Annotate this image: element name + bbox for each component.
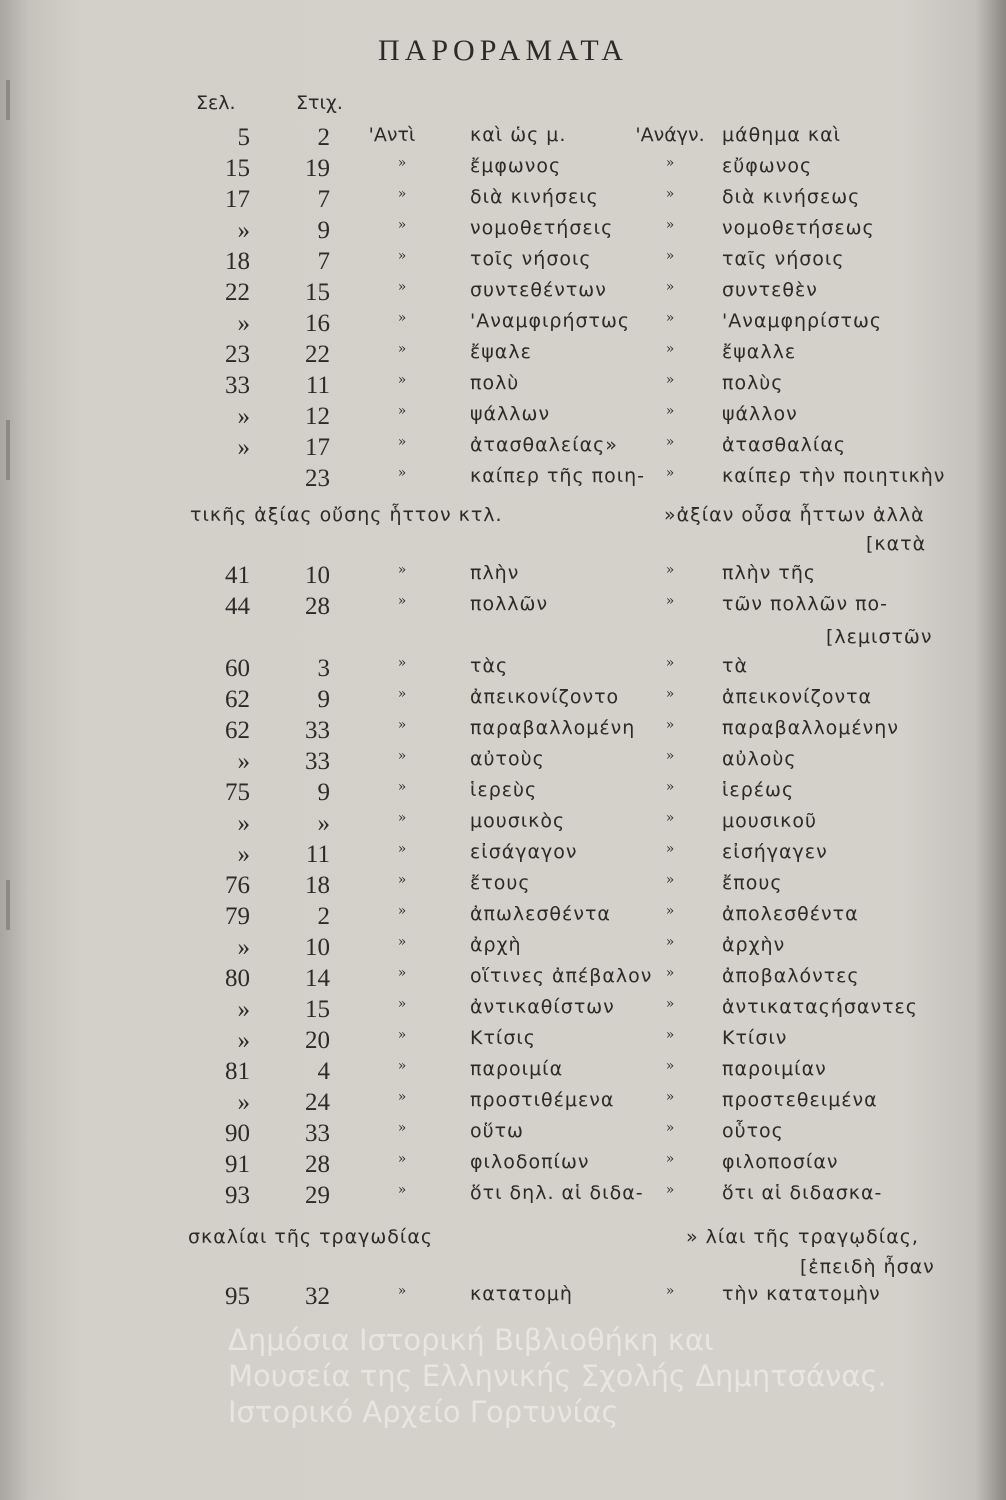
line-number: 28 xyxy=(305,593,330,620)
page-edge-mark xyxy=(6,80,10,120)
correct-reading: παροιμίαν xyxy=(722,1058,827,1080)
instead-marker: » xyxy=(397,872,407,888)
line-number: 20 xyxy=(305,1027,330,1054)
erratum-row xyxy=(0,1058,1006,1090)
erratum-row xyxy=(0,686,1006,718)
line-number: 11 xyxy=(305,372,330,399)
wrong-reading: παραβαλλομένη xyxy=(470,717,636,739)
read-marker: » xyxy=(665,465,675,481)
instead-marker: » xyxy=(397,1120,407,1136)
page-number: 15 xyxy=(225,155,250,182)
continuation-text: τικῆς ἀξίας οὔσης ἧττον κτλ. xyxy=(190,504,503,526)
page-number: » xyxy=(237,403,250,430)
read-marker: » xyxy=(665,186,675,202)
page-number: » xyxy=(237,934,250,961)
read-marker: » xyxy=(665,403,675,419)
correct-reading: τῶν πολλῶν πο- xyxy=(722,593,889,615)
correct-reading: ἀποβαλόντες xyxy=(722,965,860,987)
erratum-row xyxy=(0,1151,1006,1183)
line-number: 4 xyxy=(317,1058,330,1085)
instead-marker: » xyxy=(397,686,407,702)
wrong-reading: καίπερ τῆς ποιη- xyxy=(470,465,646,487)
erratum-row xyxy=(0,903,1006,935)
page-number: 93 xyxy=(225,1182,250,1209)
correct-reading: ἔψαλλε xyxy=(722,341,797,363)
erratum-row xyxy=(0,1182,1006,1214)
erratum-row xyxy=(0,310,1006,342)
erratum-row xyxy=(0,655,1006,687)
page-number: 5 xyxy=(237,124,250,151)
page-number: 17 xyxy=(225,186,250,213)
read-marker: » xyxy=(665,779,675,795)
instead-marker: » xyxy=(397,779,407,795)
page-number: 95 xyxy=(225,1283,250,1310)
wrong-reading: ἔψαλε xyxy=(470,341,532,363)
page-number: » xyxy=(237,1089,250,1116)
instead-marker: » xyxy=(397,748,407,764)
correct-reading: προστεθειμένα xyxy=(722,1089,878,1111)
read-marker: » xyxy=(665,655,675,671)
read-marker: » xyxy=(665,1182,675,1198)
page-number: » xyxy=(237,810,250,837)
instead-marker: » xyxy=(397,903,407,919)
wrong-reading: ἀπεικονίζοντο xyxy=(470,686,620,708)
page-number: 41 xyxy=(225,562,250,589)
read-marker: » xyxy=(665,248,675,264)
erratum-row xyxy=(0,155,1006,187)
continuation-text: [ἐπειδὴ ἦσαν xyxy=(800,1256,935,1278)
instead-marker: » xyxy=(397,841,407,857)
wrong-reading: 'Αναμφιρήστως xyxy=(470,310,631,332)
instead-marker: » xyxy=(397,310,407,326)
read-marker: » xyxy=(665,748,675,764)
wrong-reading: πλὴν xyxy=(470,562,520,584)
line-number: 19 xyxy=(305,155,330,182)
instead-marker: » xyxy=(397,403,407,419)
instead-marker: » xyxy=(397,372,407,388)
erratum-row xyxy=(0,217,1006,249)
header-page: Σελ. xyxy=(196,92,236,114)
instead-marker: » xyxy=(397,341,407,357)
correct-reading: τὴν κατατομὴν xyxy=(722,1283,881,1305)
line-number: 33 xyxy=(305,717,330,744)
page-number: 62 xyxy=(225,717,250,744)
erratum-row xyxy=(0,1089,1006,1121)
wrong-reading: τὰς xyxy=(470,655,509,677)
line-number: 22 xyxy=(305,341,330,368)
line-number: 18 xyxy=(305,872,330,899)
instead-marker: » xyxy=(397,465,407,481)
instead-marker: » xyxy=(397,1182,407,1198)
read-marker: » xyxy=(665,934,675,950)
instead-marker: » xyxy=(397,1283,407,1299)
read-marker: » xyxy=(665,341,675,357)
instead-marker: » xyxy=(397,155,407,171)
line-number: 24 xyxy=(305,1089,330,1116)
page-number: » xyxy=(237,748,250,775)
line-number: » xyxy=(317,810,330,837)
wrong-reading: ὅτι δηλ. αἱ διδα- xyxy=(470,1182,644,1204)
wrong-reading: μουσικὸς xyxy=(470,810,566,832)
instead-marker: » xyxy=(397,434,407,450)
wrong-reading: τοῖς νήσοις xyxy=(470,248,592,270)
correct-reading: ἀπεικονίζοντα xyxy=(722,686,873,708)
page-number: 23 xyxy=(225,341,250,368)
read-marker: » xyxy=(665,1283,675,1299)
line-number: 10 xyxy=(305,934,330,961)
instead-marker: » xyxy=(397,717,407,733)
line-number: 16 xyxy=(305,310,330,337)
erratum-row xyxy=(0,341,1006,373)
page-number: 60 xyxy=(225,655,250,682)
instead-marker: » xyxy=(397,996,407,1012)
wrong-reading: Κτίσις xyxy=(470,1027,536,1049)
line-number: 9 xyxy=(317,779,330,806)
read-marker: » xyxy=(665,841,675,857)
page-number: 75 xyxy=(225,779,250,806)
page-title: ΠΑΡΟΡΑΜΑΤΑ xyxy=(378,34,628,67)
read-marker: » xyxy=(665,810,675,826)
correct-reading: οὗτος xyxy=(722,1120,784,1142)
correct-reading: μάθημα καὶ xyxy=(722,124,842,146)
correct-reading: τὰ xyxy=(722,655,748,677)
line-number: 33 xyxy=(305,1120,330,1147)
instead-marker: » xyxy=(397,810,407,826)
instead-marker: 'Αντὶ xyxy=(368,124,416,146)
correct-reading: Κτίσιν xyxy=(722,1027,788,1049)
correct-reading: ἀτασθαλίας xyxy=(722,434,847,456)
line-number: 7 xyxy=(317,186,330,213)
correct-reading: πολὺς xyxy=(722,372,784,394)
read-marker: » xyxy=(665,217,675,233)
instead-marker: » xyxy=(397,965,407,981)
erratum-row xyxy=(0,434,1006,466)
wrong-reading: καὶ ὡς μ. xyxy=(470,124,567,146)
page-number: » xyxy=(237,434,250,461)
correct-reading: εὔφωνος xyxy=(722,155,813,177)
library-watermark xyxy=(228,1322,887,1430)
erratum-row xyxy=(0,248,1006,280)
erratum-row xyxy=(0,965,1006,997)
page-number: 62 xyxy=(225,686,250,713)
instead-marker: » xyxy=(397,248,407,264)
erratum-row xyxy=(0,748,1006,780)
instead-marker: » xyxy=(397,1027,407,1043)
erratum-row xyxy=(0,872,1006,904)
wrong-reading: εἰσάγαγον xyxy=(470,841,578,863)
wrong-reading: ἔτους xyxy=(470,872,531,894)
correct-reading: παραβαλλομένην xyxy=(722,717,899,739)
read-marker: » xyxy=(665,310,675,326)
correct-reading: συντεθὲν xyxy=(722,279,818,301)
wrong-reading: οἵτινες ἀπέβαλον xyxy=(470,965,653,987)
continuation-text: [κατὰ xyxy=(866,533,927,555)
line-number: 2 xyxy=(317,903,330,930)
read-marker: » xyxy=(665,686,675,702)
read-marker: » xyxy=(665,372,675,388)
line-number: 29 xyxy=(305,1182,330,1209)
erratum-row xyxy=(0,372,1006,404)
page-number: 33 xyxy=(225,372,250,399)
line-number: 14 xyxy=(305,965,330,992)
watermark-line: Ιστορικό Αρχείο Γορτυνίας xyxy=(228,1395,619,1429)
read-marker: » xyxy=(665,717,675,733)
erratum-row xyxy=(0,810,1006,842)
line-number: 15 xyxy=(305,279,330,306)
erratum-row xyxy=(0,593,1006,625)
line-number: 15 xyxy=(305,996,330,1023)
correct-reading: ἀντικαταςήσαντες xyxy=(722,996,918,1018)
erratum-row xyxy=(0,562,1006,594)
instead-marker: » xyxy=(397,1089,407,1105)
erratum-row xyxy=(0,186,1006,218)
page-number: 80 xyxy=(225,965,250,992)
read-marker: » xyxy=(665,1089,675,1105)
wrong-reading: συντεθέντων xyxy=(470,279,607,301)
line-number: 17 xyxy=(305,434,330,461)
page-number: 81 xyxy=(225,1058,250,1085)
line-number: 33 xyxy=(305,748,330,775)
read-marker: » xyxy=(665,903,675,919)
line-number: 10 xyxy=(305,562,330,589)
correct-reading: καίπερ τὴν ποιητικὴν xyxy=(722,465,946,487)
erratum-row xyxy=(0,934,1006,966)
instead-marker: » xyxy=(397,1058,407,1074)
read-marker: » xyxy=(665,1058,675,1074)
line-number: 7 xyxy=(317,248,330,275)
erratum-row xyxy=(0,717,1006,749)
page-number: 90 xyxy=(225,1120,250,1147)
correct-reading: 'Αναμφηρίστως xyxy=(722,310,883,332)
page-number: » xyxy=(237,1027,250,1054)
read-marker: » xyxy=(665,872,675,888)
page-number: » xyxy=(237,217,250,244)
line-number: 9 xyxy=(317,217,330,244)
page-number: » xyxy=(237,841,250,868)
instead-marker: » xyxy=(397,279,407,295)
read-marker: » xyxy=(665,996,675,1012)
erratum-row xyxy=(0,1283,1006,1315)
wrong-reading: νομοθετήσεις xyxy=(470,217,614,239)
correct-reading: ὅτι αἱ διδασκα- xyxy=(722,1182,883,1204)
page-number: 44 xyxy=(225,593,250,620)
line-number: 11 xyxy=(305,841,330,868)
instead-marker: » xyxy=(397,217,407,233)
wrong-reading: ἀπωλεσθέντα xyxy=(470,903,611,925)
line-number: 9 xyxy=(317,686,330,713)
page-number: » xyxy=(237,996,250,1023)
correct-reading: ἱερέως xyxy=(722,779,795,801)
watermark-line: Μουσεία της Ελληνικής Σχολής Δημητσάνας. xyxy=(228,1359,887,1393)
read-marker: 'Ανάγν. xyxy=(635,124,705,146)
instead-marker: » xyxy=(397,186,407,202)
wrong-reading: πολλῶν xyxy=(470,593,549,615)
correct-reading: ψάλλον xyxy=(722,403,798,425)
read-marker: » xyxy=(665,155,675,171)
instead-marker: » xyxy=(397,593,407,609)
correct-reading: πλὴν τῆς xyxy=(722,562,817,584)
wrong-reading: φιλοδοπίων xyxy=(470,1151,590,1173)
wrong-reading: ἀτασθαλείας» xyxy=(470,434,618,456)
line-number: 3 xyxy=(317,655,330,682)
read-marker: » xyxy=(665,1151,675,1167)
erratum-row xyxy=(0,1027,1006,1059)
instead-marker: » xyxy=(397,655,407,671)
instead-marker: » xyxy=(397,1151,407,1167)
wrong-reading: πολὺ xyxy=(470,372,520,394)
correct-reading: φιλοποσίαν xyxy=(722,1151,839,1173)
wrong-reading: οὕτω xyxy=(470,1120,524,1142)
correct-reading: νομοθετήσεως xyxy=(722,217,875,239)
erratum-row xyxy=(0,124,1006,156)
read-marker: » xyxy=(665,593,675,609)
page-number: 79 xyxy=(225,903,250,930)
instead-marker: » xyxy=(397,934,407,950)
continuation-text: σκαλίαι τῆς τραγωδίας xyxy=(188,1226,434,1248)
correct-reading: ἔπους xyxy=(722,872,783,894)
correct-reading: μουσικοῦ xyxy=(722,810,817,832)
wrong-reading: διὰ κινήσεις xyxy=(470,186,599,208)
header-line: Στιχ. xyxy=(296,92,343,114)
read-marker: » xyxy=(665,562,675,578)
continuation-text: »ἀξίαν οὖσα ἧττων ἀλλὰ xyxy=(664,504,925,526)
correct-reading: διὰ κινήσεως xyxy=(722,186,861,208)
erratum-row xyxy=(0,279,1006,311)
wrong-reading: ἀντικαθίστων xyxy=(470,996,615,1018)
wrong-reading: ἱερεὺς xyxy=(470,779,538,801)
correct-reading: αὐλοὺς xyxy=(722,748,797,770)
correct-reading: ἀπολεσθέντα xyxy=(722,903,859,925)
erratum-row xyxy=(0,779,1006,811)
line-number: 28 xyxy=(305,1151,330,1178)
wrong-reading: ἔμφωνος xyxy=(470,155,562,177)
page-number: » xyxy=(237,310,250,337)
erratum-row xyxy=(0,996,1006,1028)
erratum-row xyxy=(0,465,1006,497)
read-marker: » xyxy=(665,1027,675,1043)
erratum-row xyxy=(0,841,1006,873)
watermark-line: Δημόσια Ιστορική Βιβλιοθήκη και xyxy=(228,1323,714,1357)
page-number: 91 xyxy=(225,1151,250,1178)
wrong-reading: ψάλλων xyxy=(470,403,551,425)
line-number: 12 xyxy=(305,403,330,430)
line-number: 32 xyxy=(305,1283,330,1310)
line-number: 2 xyxy=(317,124,330,151)
read-marker: » xyxy=(665,434,675,450)
correct-reading: ἀρχὴν xyxy=(722,934,786,956)
erratum-row xyxy=(0,1120,1006,1152)
wrong-reading: ἀρχὴ xyxy=(470,934,522,956)
read-marker: » xyxy=(665,965,675,981)
continuation-text: [λεμιστῶν xyxy=(826,626,933,648)
erratum-row xyxy=(0,403,1006,435)
continuation-text: » λίαι τῆς τραγῳδίας, xyxy=(686,1226,919,1248)
read-marker: » xyxy=(665,279,675,295)
wrong-reading: κατατομὴ xyxy=(470,1283,573,1305)
wrong-reading: προστιθέμενα xyxy=(470,1089,615,1111)
page-number: 18 xyxy=(225,248,250,275)
wrong-reading: παροιμία xyxy=(470,1058,564,1080)
line-number: 23 xyxy=(305,465,330,492)
wrong-reading: αὐτοὺς xyxy=(470,748,545,770)
read-marker: » xyxy=(665,1120,675,1136)
instead-marker: » xyxy=(397,562,407,578)
page-number: 22 xyxy=(225,279,250,306)
correct-reading: εἰσήγαγεν xyxy=(722,841,828,863)
page-number: 76 xyxy=(225,872,250,899)
correct-reading: ταῖς νήσοις xyxy=(722,248,845,270)
